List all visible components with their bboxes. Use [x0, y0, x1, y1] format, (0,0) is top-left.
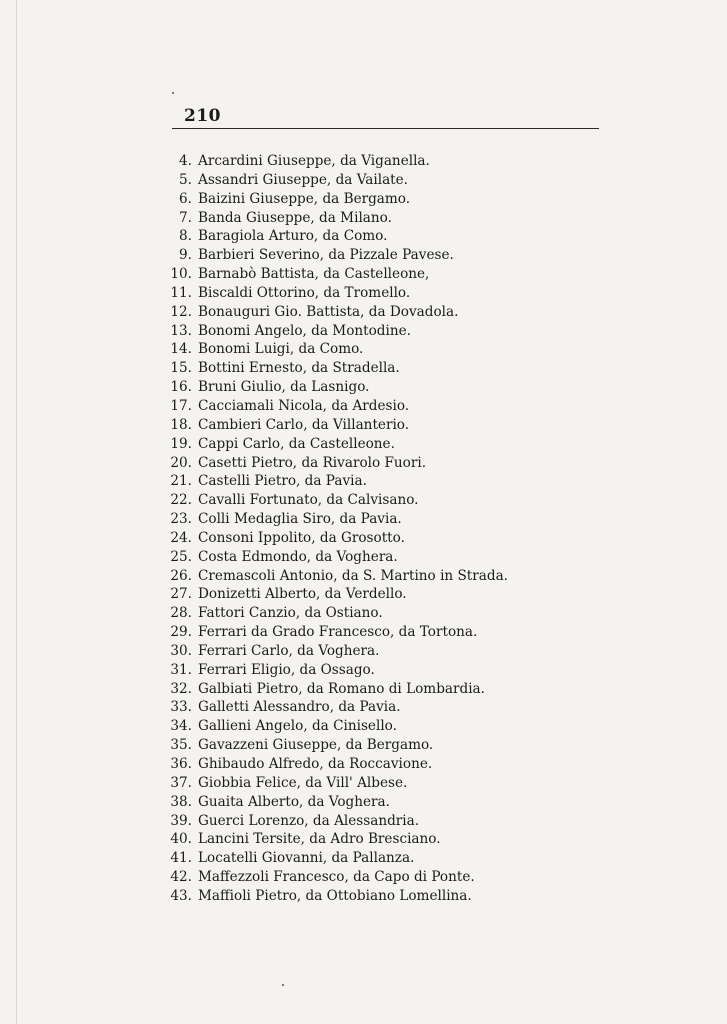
- entry-text: Ferrari Eligio, da Ossago.: [198, 661, 375, 678]
- entry-number: 39.: [170, 812, 192, 829]
- entry-text: Galletti Alessandro, da Pavia.: [198, 699, 401, 716]
- entry-number: 35.: [170, 737, 192, 754]
- entry-text: Ferrari Carlo, da Voghera.: [198, 642, 380, 659]
- entry-text: Fattori Canzio, da Ostiano.: [198, 605, 383, 622]
- entry-number: 28.: [170, 605, 192, 622]
- name-list: [160, 152, 508, 906]
- list-item: [160, 548, 508, 567]
- entry-text: Lancini Tersite, da Adro Bresciano.: [198, 831, 441, 848]
- entry-text: Bonomi Angelo, da Montodine.: [198, 322, 411, 339]
- entry-text: Gavazzeni Giuseppe, da Bergamo.: [198, 737, 434, 754]
- entry-number: 41.: [170, 850, 192, 867]
- list-item: [160, 510, 508, 529]
- list-item: [160, 171, 508, 190]
- entry-text: Giobbia Felice, da Vill' Albese.: [198, 774, 408, 791]
- entry-text: Guaita Alberto, da Voghera.: [198, 793, 390, 810]
- entry-number: 37.: [170, 774, 192, 791]
- entry-text: Costa Edmondo, da Voghera.: [198, 548, 398, 565]
- entry-text: Bruni Giulio, da Lasnigo.: [198, 379, 370, 396]
- entry-text: Cambieri Carlo, da Villanterio.: [198, 416, 410, 433]
- entry-number: 29.: [170, 624, 192, 641]
- entry-number: 33.: [170, 699, 192, 716]
- entry-text: Baragiola Arturo, da Como.: [198, 228, 388, 245]
- entry-text: Cavalli Fortunato, da Calvisano.: [198, 492, 419, 509]
- entry-text: Consoni Ippolito, da Grosotto.: [198, 529, 405, 546]
- entry-text: Cacciamali Nicola, da Ardesio.: [198, 397, 410, 414]
- entry-text: Donizetti Alberto, da Verdello.: [198, 586, 407, 603]
- list-item: [160, 529, 508, 548]
- list-item: [160, 491, 508, 510]
- list-item: [160, 340, 508, 359]
- list-item: [160, 793, 508, 812]
- list-item: [160, 849, 508, 868]
- entry-number: 7.: [179, 209, 192, 226]
- entry-number: 8.: [179, 228, 192, 245]
- scan-margin-line: [16, 0, 17, 1024]
- entry-number: 21.: [170, 473, 192, 490]
- entry-number: 14.: [170, 341, 192, 358]
- entry-text: Maffioli Pietro, da Ottobiano Lomellina.: [198, 887, 472, 904]
- entry-number: 10.: [170, 266, 192, 283]
- list-item: [160, 661, 508, 680]
- header-rule: [172, 128, 599, 129]
- list-item: [160, 227, 508, 246]
- entry-text: Barbieri Severino, da Pizzale Pavese.: [198, 247, 454, 264]
- list-item: [160, 397, 508, 416]
- entry-number: 18.: [170, 416, 192, 433]
- list-item: [160, 416, 508, 435]
- list-item: [160, 623, 508, 642]
- entry-number: 9.: [179, 247, 192, 264]
- entry-text: Assandri Giuseppe, da Vailate.: [198, 171, 408, 188]
- entry-text: Bonomi Luigi, da Como.: [198, 341, 364, 358]
- entry-number: 17.: [170, 397, 192, 414]
- list-item: [160, 604, 508, 623]
- list-item: [160, 322, 508, 341]
- entry-text: Gallieni Angelo, da Cinisello.: [198, 718, 397, 735]
- list-item: [160, 717, 508, 736]
- entry-text: Barnabò Battista, da Castelleone,: [198, 266, 430, 283]
- list-item: [160, 736, 508, 755]
- entry-number: 36.: [170, 756, 192, 772]
- entry-number: 31.: [170, 661, 192, 678]
- list-item: [160, 246, 508, 265]
- entry-text: Maffezzoli Francesco, da Capo di Ponte.: [198, 869, 475, 886]
- entry-text: Baizini Giuseppe, da Bergamo.: [198, 190, 411, 207]
- entry-number: 20.: [170, 454, 192, 471]
- list-item: [160, 359, 508, 378]
- list-item: [160, 152, 508, 171]
- list-item: [160, 830, 508, 849]
- list-item: [160, 190, 508, 209]
- list-item: [160, 585, 508, 604]
- entry-text: Locatelli Giovanni, da Pallanza.: [198, 850, 415, 867]
- entry-number: 27.: [170, 586, 192, 603]
- list-item: [160, 567, 508, 586]
- entry-text: Ferrari da Grado Francesco, da Tortona.: [198, 624, 478, 641]
- ink-speck: [172, 92, 174, 94]
- ink-speck: [282, 984, 284, 986]
- entry-number: 12.: [170, 303, 192, 320]
- list-item: [160, 868, 508, 887]
- entry-text: Biscaldi Ottorino, da Tromello.: [198, 284, 411, 301]
- list-item: [160, 378, 508, 397]
- entry-text: Bonauguri Gio. Battista, da Dovadola.: [198, 303, 459, 320]
- list-item: [160, 755, 508, 774]
- entry-number: 40.: [170, 831, 192, 848]
- entry-number: 24.: [170, 529, 192, 546]
- list-item: [160, 680, 508, 699]
- entry-number: 6.: [179, 190, 192, 207]
- entry-number: 32.: [170, 680, 192, 697]
- entry-number: 38.: [170, 793, 192, 810]
- list-item: [160, 642, 508, 661]
- entry-text: Ghibaudo Alfredo, da Roccavione.: [198, 756, 433, 772]
- entry-number: 15.: [170, 360, 192, 377]
- list-item: [160, 303, 508, 322]
- list-item: [160, 887, 508, 906]
- entry-number: 43.: [170, 887, 192, 904]
- list-item: [160, 812, 508, 831]
- entry-number: 34.: [170, 718, 192, 735]
- list-item: [160, 435, 508, 454]
- list-item: [160, 472, 508, 491]
- entry-number: 13.: [170, 322, 192, 339]
- entry-text: Cremascoli Antonio, da S. Martino in Strada.: [198, 567, 508, 584]
- entry-number: 16.: [170, 379, 192, 396]
- entry-text: Banda Giuseppe, da Milano.: [198, 209, 392, 226]
- list-item: [160, 265, 508, 284]
- entry-number: 19.: [170, 435, 192, 452]
- entry-text: Bottini Ernesto, da Stradella.: [198, 360, 400, 377]
- list-item: [160, 284, 508, 303]
- entry-number: 23.: [170, 511, 192, 528]
- entry-number: 25.: [170, 548, 192, 565]
- page-number: 210: [184, 106, 221, 126]
- entry-text: Castelli Pietro, da Pavia.: [198, 473, 367, 490]
- list-item: [160, 774, 508, 793]
- entry-text: Guerci Lorenzo, da Alessandria.: [198, 812, 420, 829]
- entry-number: 26.: [170, 567, 192, 584]
- entry-number: 30.: [170, 642, 192, 659]
- entry-number: 11.: [170, 284, 192, 301]
- entry-number: 5.: [179, 171, 192, 188]
- entry-number: 42.: [170, 869, 192, 886]
- list-item: [160, 209, 508, 228]
- entry-number: 22.: [170, 492, 192, 509]
- entry-text: Arcardini Giuseppe, da Viganella.: [198, 153, 430, 169]
- entry-text: Colli Medaglia Siro, da Pavia.: [198, 511, 402, 528]
- entry-number: 4.: [179, 153, 192, 169]
- list-item: [160, 698, 508, 717]
- entry-text: Cappi Carlo, da Castelleone.: [198, 435, 395, 452]
- entry-text: Galbiati Pietro, da Romano di Lombardia.: [198, 680, 485, 697]
- list-item: [160, 454, 508, 473]
- entry-text: Casetti Pietro, da Rivarolo Fuori.: [198, 454, 427, 471]
